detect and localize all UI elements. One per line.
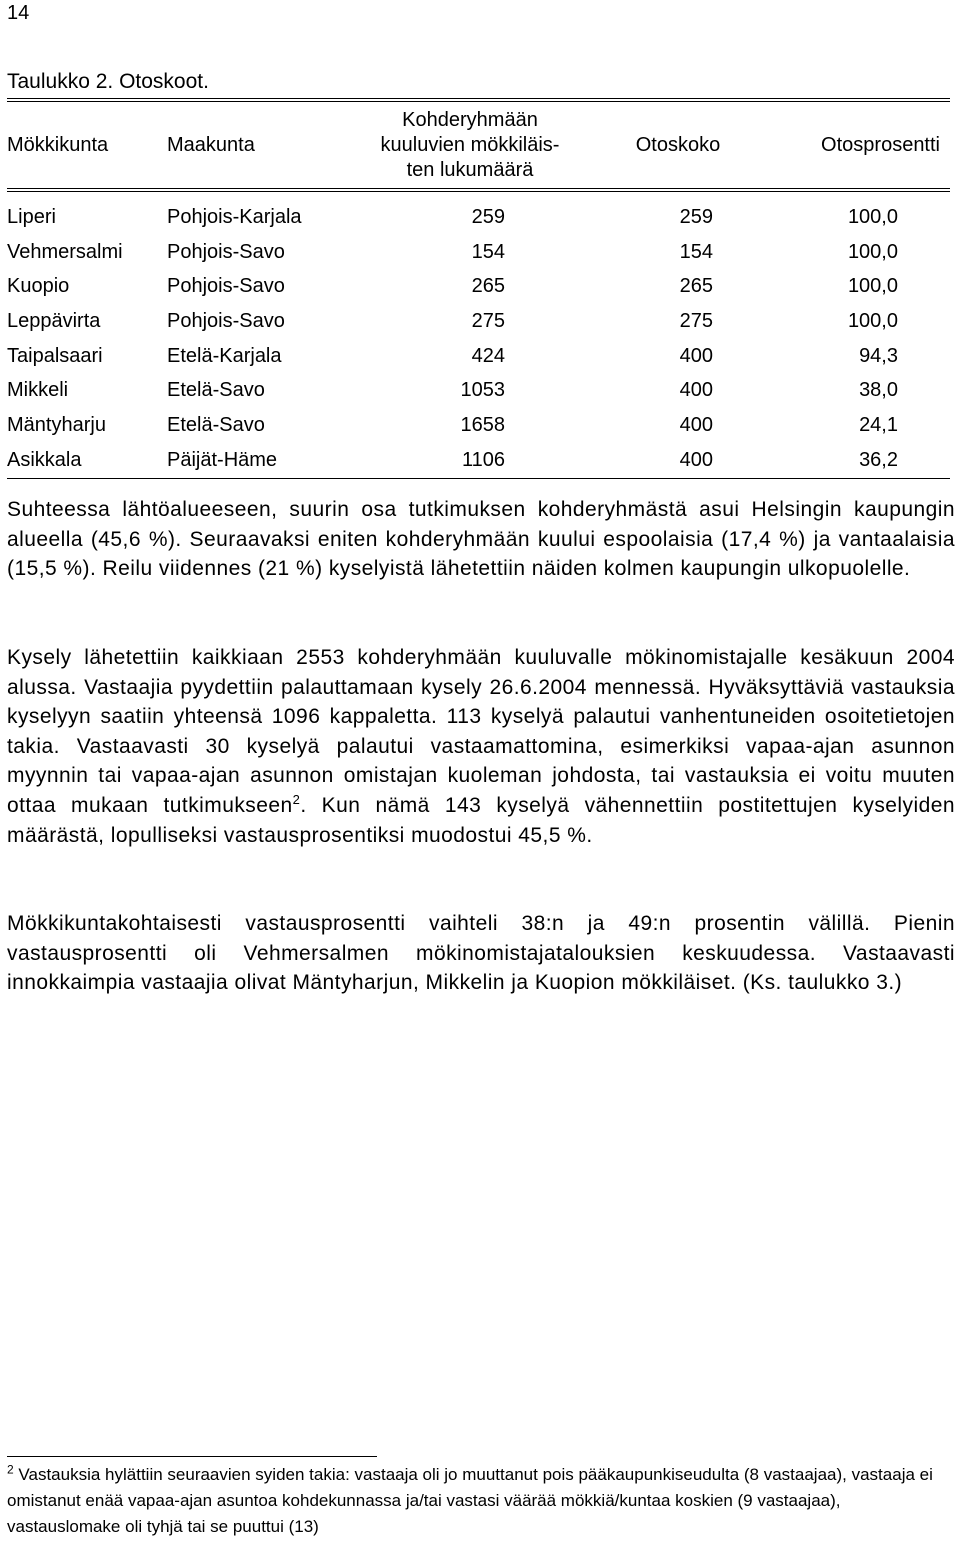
cell-mokkikunta: Kuopio [7, 275, 70, 298]
header-mokkikunta: Mökkikunta [7, 100, 167, 190]
table-row [7, 190, 950, 235]
table-header [7, 100, 950, 190]
cell-otoskoko: 400 [679, 344, 713, 367]
cell-maakunta: Etelä-Karjala [167, 344, 282, 367]
cell-maakunta: Päijät-Häme [167, 443, 357, 478]
cell-kohderyhma: 275 [471, 309, 505, 332]
cell-otosprosentti: 94,3 [859, 344, 898, 367]
cell-otosprosentti: 36,2 [773, 443, 950, 478]
cell-kohderyhma: 424 [471, 344, 505, 367]
cell-kohderyhma: 1106 [357, 443, 583, 478]
cell-kohderyhma: 1053 [460, 379, 505, 402]
header-kohderyhma-line-1: Kohderyhmään [402, 108, 538, 131]
paragraph-origin: Suhteessa lähtöalueeseen, suurin osa tutkimuksen kohderyhmästä asui Helsingin kaupungin alueella (45,6 %). Seuraavaksi eniten kohderyhmään kuului espoolaisia (17,4 %) ja vantaalaisia (15,5 %). Reilu viidennes (21 %) kyselyistä lähetettiin näiden kolmen kaupungin ulkopuolelle. [7, 498, 955, 581]
table-body [7, 190, 950, 478]
footnote-reference[interactable]: 2 [292, 791, 301, 807]
cell-mokkikunta: Vehmersalmi [7, 240, 123, 263]
table-row [7, 373, 950, 408]
cell-otosprosentti: 100,0 [847, 240, 898, 263]
paragraph-municipal: Mökkikuntakohtaisesti vastausprosentti vaihteli 38:n ja 49:n prosentin välillä. Pienin vastausprosentti oli Vehmersalmen mökinomistajatalouksien keskuudessa. Vastaavasti innokkaimpia vastaajia olivat Mäntyharjun, Mikkelin ja Kuopion mökkiläiset. (Ks. taulukko 3.) [7, 912, 955, 995]
cell-kohderyhma: 259 [471, 205, 505, 228]
cell-otoskoko: 265 [679, 275, 713, 298]
cell-maakunta: Pohjois-Karjala [167, 205, 302, 228]
cell-otoskoko: 400 [679, 379, 713, 402]
cell-otoskoko: 275 [679, 309, 713, 332]
paragraph-response-text-a: Kysely lähetettiin kaikkiaan 2553 kohderyhmään kuuluvalle mökinomistajalle kesäkuun 2004 alussa. Vastaajia pyydettiin palauttamaan kysely 26.6.2004 mennessä. Hyväksyttäviä vastauksia kyselyyn saatiin yhteensä 1096 kappaletta. 113 kyselyä palautui vanhentuneiden osoitetietojen takia. Vastaavasti 30 kyselyä palautui vastaamattomina, esimerkiksi vapaa-ajan asunnon myynnin tai vapaa-ajan asunnon omistajan kuoleman johdosta, tai vastauksia ei voitu muuten ottaa mukaan tutkimukseen [7, 646, 955, 817]
cell-mokkikunta: Leppävirta [7, 309, 101, 332]
cell-maakunta: Pohjois-Savo [167, 275, 285, 298]
header-otoskoko: Otoskoko [583, 100, 773, 190]
paragraph-response [7, 643, 955, 850]
cell-otosprosentti: 38,0 [859, 379, 898, 402]
cell-maakunta: Etelä-Savo [167, 413, 265, 436]
header-otosprosentti: Otosprosentti [773, 100, 950, 190]
cell-otosprosentti: 100,0 [847, 205, 898, 228]
table-row [7, 304, 950, 339]
page-number: 14 [7, 2, 30, 24]
cell-maakunta: Pohjois-Savo [167, 240, 285, 263]
footnote-number: 2 [7, 1462, 14, 1477]
cell-maakunta: Etelä-Savo [167, 379, 265, 402]
cell-otoskoko: 154 [679, 240, 713, 263]
header-kohderyhma-line-2: kuuluvien mökkiläis- [380, 133, 560, 156]
footnote-divider [7, 1456, 377, 1457]
cell-mokkikunta: Mikkeli [7, 379, 69, 402]
table-row [7, 339, 950, 374]
cell-mokkikunta: Taipalsaari [7, 344, 103, 367]
cell-otoskoko: 400 [679, 413, 713, 436]
header-kohderyhma-line-3: ten lukumäärä [406, 158, 534, 181]
table-row [7, 408, 950, 443]
header-kohderyhma [357, 100, 583, 190]
cell-kohderyhma: 1658 [460, 413, 505, 436]
footnote [7, 1462, 947, 1540]
cell-maakunta: Pohjois-Savo [167, 309, 285, 332]
cell-otosprosentti: 100,0 [847, 275, 898, 298]
cell-otoskoko: 259 [679, 205, 713, 228]
table-row [7, 443, 950, 478]
table-row [7, 235, 950, 270]
footnote-text: Vastauksia hylättiin seuraavien syiden takia: vastaaja oli jo muuttanut pois pääkaupunkiseudulta (8 vastaajaa), vastaaja ei omistanut enää vapaa-ajan asuntoa kohdekunnassa ja/tai vastasi väärää mökkiä/kuntaa koskien (9 vastaajaa), vastauslomake oli tyhjä tai se puuttui (13) [7, 1465, 933, 1536]
header-maakunta: Maakunta [167, 100, 357, 190]
cell-otoskoko: 400 [583, 443, 773, 478]
cell-mokkikunta: Mäntyharju [7, 413, 106, 436]
cell-kohderyhma: 154 [471, 240, 505, 263]
table-caption: Taulukko 2. Otoskoot. [7, 70, 209, 93]
cell-kohderyhma: 265 [471, 275, 505, 298]
paragraph-response-text-b: . Kun nämä 143 kyselyä vähennettiin postitettujen kyselyiden määrästä, lopulliseksi vastausprosentiksi muodostui 45,5 %. [7, 793, 956, 847]
cell-mokkikunta: Asikkala [7, 443, 167, 478]
sample-size-table [7, 98, 950, 479]
cell-otosprosentti: 100,0 [847, 309, 898, 332]
cell-otosprosentti: 24,1 [859, 413, 898, 436]
table-row [7, 269, 950, 304]
cell-mokkikunta: Liperi [7, 205, 56, 228]
